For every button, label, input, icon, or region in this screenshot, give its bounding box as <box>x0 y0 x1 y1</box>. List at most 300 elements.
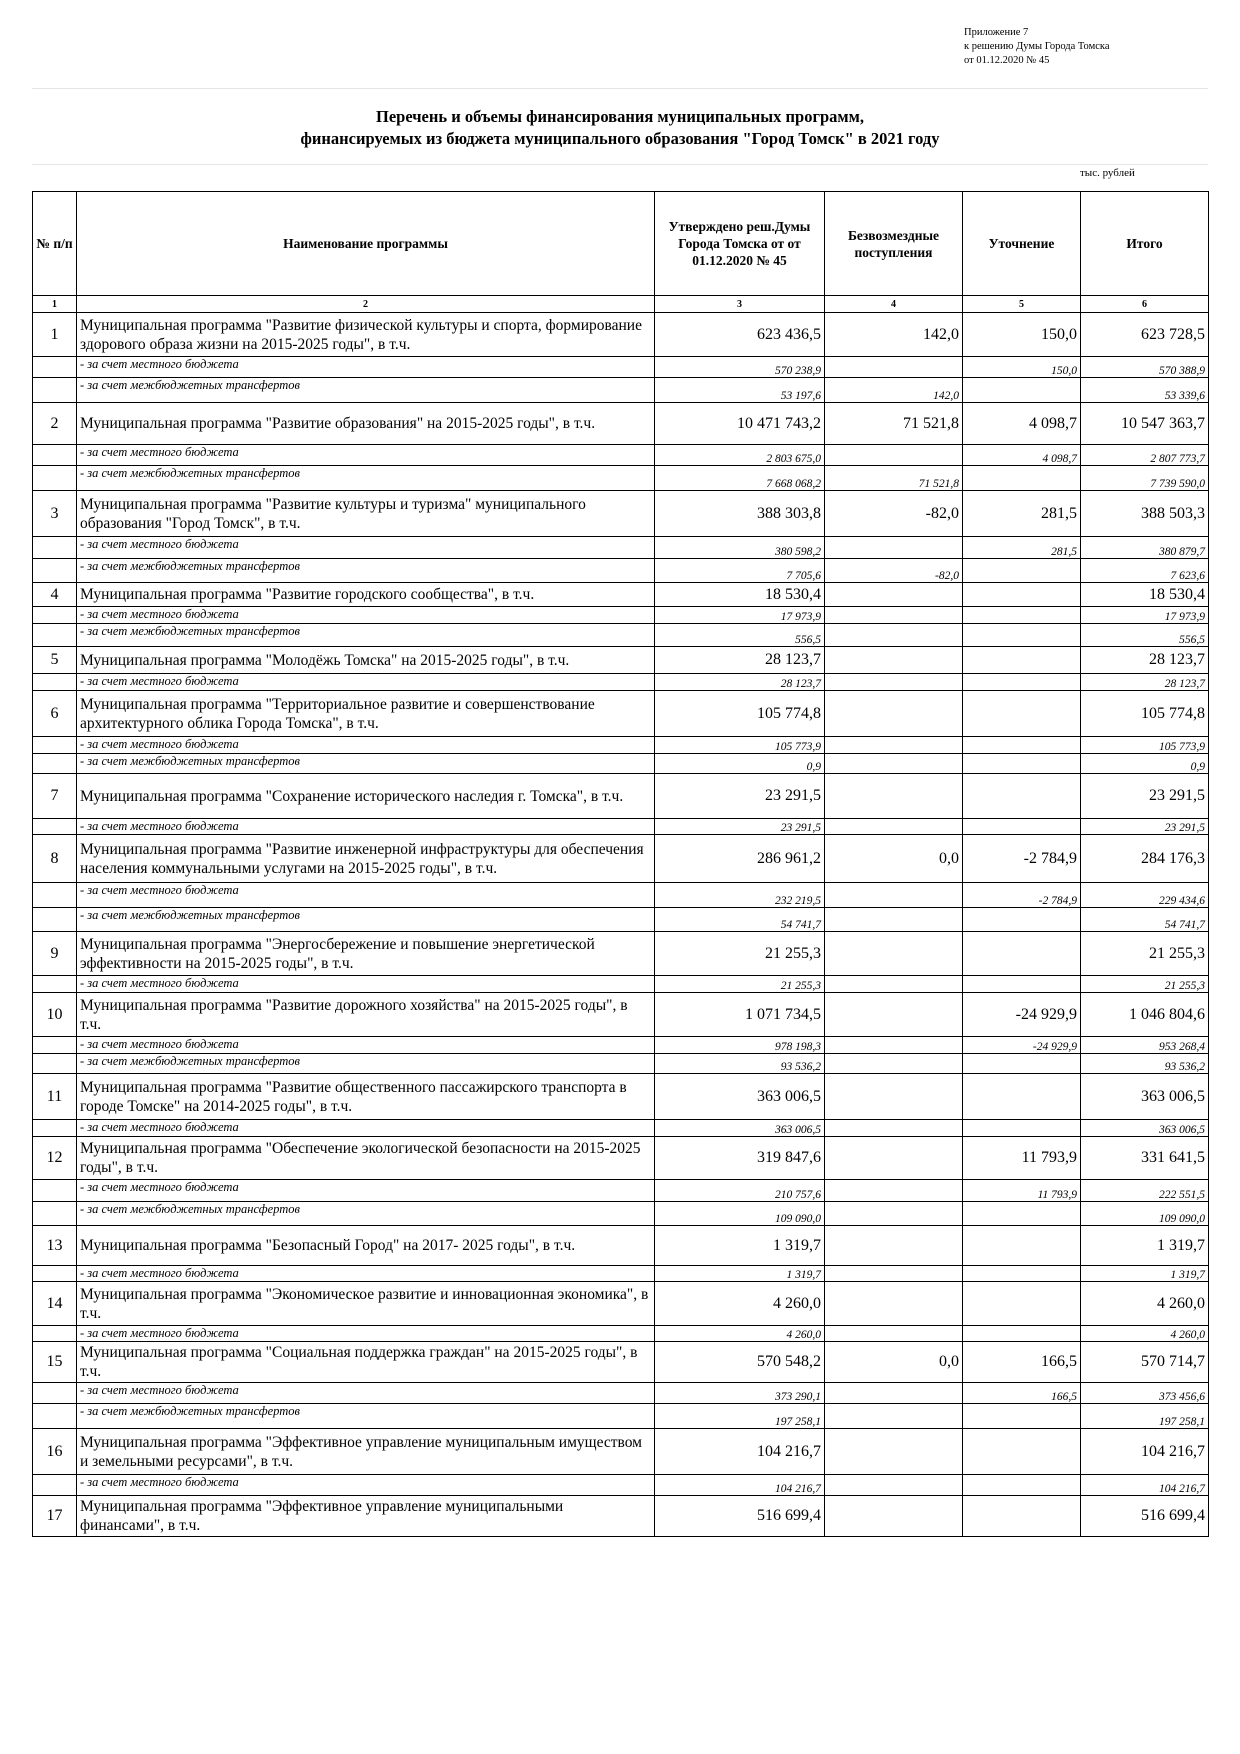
program-name: Муниципальная программа "Обеспечение экологической безопасности на 2015-2025 годы", в т.ч. <box>77 1137 655 1180</box>
program-grants-value <box>825 1282 963 1326</box>
funding-total-value: 104 216,7 <box>1081 1475 1209 1496</box>
funding-total-value: 222 551,5 <box>1081 1180 1209 1202</box>
empty-cell <box>33 1202 77 1226</box>
funding-total-value: 373 456,6 <box>1081 1383 1209 1404</box>
empty-cell <box>33 883 77 908</box>
program-row <box>33 313 1209 357</box>
program-refinement-value: -24 929,9 <box>963 993 1081 1037</box>
funding-approved-value: 4 260,0 <box>655 1326 825 1342</box>
program-number: 6 <box>33 691 77 737</box>
funding-grants-value <box>825 976 963 993</box>
program-number: 3 <box>33 491 77 537</box>
program-grants-value <box>825 932 963 976</box>
funding-source-name: - за счет местного бюджета <box>77 1120 655 1137</box>
program-total-value: 570 714,7 <box>1081 1342 1209 1383</box>
program-refinement-value <box>963 1496 1081 1537</box>
program-total-value: 1 046 804,6 <box>1081 993 1209 1037</box>
empty-cell <box>33 1326 77 1342</box>
funding-total-value: 953 268,4 <box>1081 1037 1209 1054</box>
funding-grants-value <box>825 537 963 559</box>
funding-grants-value <box>825 819 963 835</box>
empty-cell <box>33 1120 77 1137</box>
table-body <box>33 313 1209 1537</box>
funding-grants-value <box>825 1120 963 1137</box>
funding-refinement-value <box>963 1475 1081 1496</box>
funding-total-value: 4 260,0 <box>1081 1326 1209 1342</box>
funding-grants-value <box>825 1326 963 1342</box>
funding-total-value: 380 879,7 <box>1081 537 1209 559</box>
program-refinement-value <box>963 691 1081 737</box>
program-total-value: 104 216,7 <box>1081 1429 1209 1475</box>
funding-approved-value: 104 216,7 <box>655 1475 825 1496</box>
funding-source-name: - за счет межбюджетных трансфертов <box>77 754 655 774</box>
program-refinement-value <box>963 1429 1081 1475</box>
funding-refinement-value <box>963 559 1081 583</box>
funding-refinement-value: 150,0 <box>963 357 1081 378</box>
funding-approved-value: 7 705,6 <box>655 559 825 583</box>
program-total-value: 18 530,4 <box>1081 583 1209 607</box>
funding-approved-value: 232 219,5 <box>655 883 825 908</box>
funding-source-row <box>33 819 1209 835</box>
column-number: 1 <box>33 296 77 313</box>
funding-total-value: 2 807 773,7 <box>1081 445 1209 466</box>
funding-source-name: - за счет местного бюджета <box>77 674 655 691</box>
title-line: Перечень и объемы финансирования муниципальных программ, <box>375 107 865 126</box>
funding-source-row <box>33 1037 1209 1054</box>
funding-total-value: 1 319,7 <box>1081 1266 1209 1282</box>
empty-cell <box>33 445 77 466</box>
program-grants-value: 0,0 <box>825 1342 963 1383</box>
funding-source-name: - за счет местного бюджета <box>77 883 655 908</box>
funding-source-row <box>33 559 1209 583</box>
program-name: Муниципальная программа "Социальная поддержка граждан" на 2015-2025 годы", в т.ч. <box>77 1342 655 1383</box>
column-number: 2 <box>77 296 655 313</box>
program-number: 7 <box>33 774 77 819</box>
funding-source-row <box>33 1404 1209 1429</box>
funding-grants-value <box>825 1404 963 1429</box>
program-grants-value <box>825 774 963 819</box>
funding-source-name: - за счет местного бюджета <box>77 1383 655 1404</box>
program-refinement-value: 11 793,9 <box>963 1137 1081 1180</box>
program-row <box>33 1496 1209 1537</box>
funding-refinement-value <box>963 1202 1081 1226</box>
financing-table <box>32 191 1209 1537</box>
funding-source-row <box>33 737 1209 754</box>
funding-grants-value <box>825 754 963 774</box>
funding-total-value: 105 773,9 <box>1081 737 1209 754</box>
funding-source-row <box>33 445 1209 466</box>
program-refinement-value <box>963 774 1081 819</box>
funding-approved-value: 28 123,7 <box>655 674 825 691</box>
program-row <box>33 1342 1209 1383</box>
program-row <box>33 774 1209 819</box>
funding-total-value: 229 434,6 <box>1081 883 1209 908</box>
funding-approved-value: 197 258,1 <box>655 1404 825 1429</box>
program-name: Муниципальная программа "Молодёжь Томска" на 2015-2025 годы", в т.ч. <box>77 647 655 674</box>
funding-grants-value <box>825 908 963 932</box>
program-approved-value: 105 774,8 <box>655 691 825 737</box>
program-grants-value <box>825 1137 963 1180</box>
program-approved-value: 4 260,0 <box>655 1282 825 1326</box>
funding-source-row <box>33 1266 1209 1282</box>
program-approved-value: 21 255,3 <box>655 932 825 976</box>
funding-source-row <box>33 537 1209 559</box>
program-row <box>33 403 1209 445</box>
funding-source-row <box>33 1202 1209 1226</box>
program-grants-value <box>825 1074 963 1120</box>
funding-refinement-value: 281,5 <box>963 537 1081 559</box>
empty-cell <box>33 754 77 774</box>
header-name: Наименование программы <box>77 192 655 296</box>
funding-source-row <box>33 674 1209 691</box>
funding-grants-value <box>825 674 963 691</box>
funding-refinement-value: 4 098,7 <box>963 445 1081 466</box>
funding-refinement-value <box>963 1054 1081 1074</box>
program-refinement-value <box>963 1282 1081 1326</box>
program-refinement-value <box>963 647 1081 674</box>
column-number: 5 <box>963 296 1081 313</box>
funding-approved-value: 0,9 <box>655 754 825 774</box>
funding-source-name: - за счет местного бюджета <box>77 1326 655 1342</box>
funding-refinement-value: -2 784,9 <box>963 883 1081 908</box>
header-refinement: Уточнение <box>963 192 1081 296</box>
funding-approved-value: 380 598,2 <box>655 537 825 559</box>
funding-source-row <box>33 357 1209 378</box>
empty-cell <box>33 1404 77 1429</box>
empty-cell <box>33 378 77 403</box>
funding-total-value: 23 291,5 <box>1081 819 1209 835</box>
funding-source-name: - за счет межбюджетных трансфертов <box>77 1202 655 1226</box>
funding-grants-value <box>825 445 963 466</box>
funding-approved-value: 2 803 675,0 <box>655 445 825 466</box>
program-refinement-value <box>963 1074 1081 1120</box>
program-name: Муниципальная программа "Развитие дорожного хозяйства" на 2015-2025 годы", в т.ч. <box>77 993 655 1037</box>
funding-source-name: - за счет местного бюджета <box>77 1037 655 1054</box>
funding-grants-value <box>825 883 963 908</box>
program-grants-value <box>825 993 963 1037</box>
funding-approved-value: 93 536,2 <box>655 1054 825 1074</box>
funding-grants-value <box>825 1180 963 1202</box>
program-approved-value: 28 123,7 <box>655 647 825 674</box>
program-row <box>33 1429 1209 1475</box>
funding-source-row <box>33 378 1209 403</box>
program-total-value: 28 123,7 <box>1081 647 1209 674</box>
column-number: 6 <box>1081 296 1209 313</box>
funding-grants-value <box>825 1037 963 1054</box>
program-approved-value: 10 471 743,2 <box>655 403 825 445</box>
funding-refinement-value <box>963 1266 1081 1282</box>
program-name: Муниципальная программа "Развитие общественного пассажирского транспорта в городе Томске" на 2014-2025 годы", в т.ч. <box>77 1074 655 1120</box>
program-approved-value: 23 291,5 <box>655 774 825 819</box>
funding-total-value: 363 006,5 <box>1081 1120 1209 1137</box>
header-num: № п/п <box>33 192 77 296</box>
program-approved-value: 104 216,7 <box>655 1429 825 1475</box>
funding-total-value: 0,9 <box>1081 754 1209 774</box>
funding-source-name: - за счет местного бюджета <box>77 976 655 993</box>
funding-source-row <box>33 1326 1209 1342</box>
program-name: Муниципальная программа "Безопасный Город" на 2017- 2025 годы", в т.ч. <box>77 1226 655 1266</box>
program-grants-value <box>825 691 963 737</box>
funding-source-name: - за счет местного бюджета <box>77 445 655 466</box>
program-grants-value: -82,0 <box>825 491 963 537</box>
funding-source-name: - за счет местного бюджета <box>77 819 655 835</box>
funding-refinement-value <box>963 908 1081 932</box>
program-approved-value: 18 530,4 <box>655 583 825 607</box>
program-grants-value <box>825 647 963 674</box>
funding-refinement-value <box>963 1404 1081 1429</box>
funding-source-name: - за счет межбюджетных трансфертов <box>77 908 655 932</box>
program-name: Муниципальная программа "Территориальное развитие и совершенствование архитектурного облика Города Томска", в т.ч. <box>77 691 655 737</box>
funding-approved-value: 17 973,9 <box>655 607 825 624</box>
empty-cell <box>33 357 77 378</box>
program-total-value: 388 503,3 <box>1081 491 1209 537</box>
funding-refinement-value <box>963 754 1081 774</box>
funding-source-name: - за счет местного бюджета <box>77 1475 655 1496</box>
program-number: 16 <box>33 1429 77 1475</box>
program-grants-value <box>825 1496 963 1537</box>
funding-source-name: - за счет межбюджетных трансфертов <box>77 1404 655 1429</box>
funding-refinement-value <box>963 1120 1081 1137</box>
empty-cell <box>33 1383 77 1404</box>
funding-grants-value <box>825 624 963 647</box>
program-number: 9 <box>33 932 77 976</box>
funding-source-row <box>33 1054 1209 1074</box>
funding-source-row <box>33 883 1209 908</box>
program-approved-value: 1 319,7 <box>655 1226 825 1266</box>
program-row <box>33 1074 1209 1120</box>
header-grants: Безвозмездные поступления <box>825 192 963 296</box>
funding-source-name: - за счет местного бюджета <box>77 737 655 754</box>
empty-cell <box>33 674 77 691</box>
annex-note <box>964 26 1224 68</box>
funding-source-name: - за счет местного бюджета <box>77 1180 655 1202</box>
funding-grants-value: 142,0 <box>825 378 963 403</box>
funding-source-row <box>33 976 1209 993</box>
funding-grants-value <box>825 1475 963 1496</box>
header-approved: Утверждено реш.Думы Города Томска от от 01.12.2020 № 45 <box>655 192 825 296</box>
funding-approved-value: 210 757,6 <box>655 1180 825 1202</box>
program-row <box>33 835 1209 883</box>
program-approved-value: 570 548,2 <box>655 1342 825 1383</box>
funding-grants-value <box>825 1054 963 1074</box>
program-name: Муниципальная программа "Развитие инженерной инфраструктуры для обеспечения населения коммунальными услугами на 2015-2025 годы", в т.ч. <box>77 835 655 883</box>
funding-refinement-value <box>963 976 1081 993</box>
funding-source-row <box>33 1120 1209 1137</box>
program-row <box>33 583 1209 607</box>
empty-cell <box>33 976 77 993</box>
program-name: Муниципальная программа "Развитие образования" на 2015-2025 годы", в т.ч. <box>77 403 655 445</box>
program-row <box>33 1282 1209 1326</box>
funding-source-row <box>33 754 1209 774</box>
units-label: тыс. рублей <box>1080 167 1135 179</box>
program-grants-value <box>825 583 963 607</box>
empty-cell <box>33 466 77 491</box>
program-refinement-value <box>963 932 1081 976</box>
program-number: 10 <box>33 993 77 1037</box>
funding-grants-value <box>825 1383 963 1404</box>
funding-total-value: 109 090,0 <box>1081 1202 1209 1226</box>
funding-source-row <box>33 624 1209 647</box>
empty-cell <box>33 1054 77 1074</box>
program-number: 8 <box>33 835 77 883</box>
program-number: 14 <box>33 1282 77 1326</box>
funding-source-row <box>33 1475 1209 1496</box>
program-name: Муниципальная программа "Эффективное управление муниципальными финансами", в т.ч. <box>77 1496 655 1537</box>
program-total-value: 1 319,7 <box>1081 1226 1209 1266</box>
funding-source-name: - за счет межбюджетных трансфертов <box>77 1054 655 1074</box>
program-approved-value: 286 961,2 <box>655 835 825 883</box>
program-approved-value: 388 303,8 <box>655 491 825 537</box>
program-total-value: 516 699,4 <box>1081 1496 1209 1537</box>
funding-approved-value: 1 319,7 <box>655 1266 825 1282</box>
program-number: 5 <box>33 647 77 674</box>
funding-total-value: 53 339,6 <box>1081 378 1209 403</box>
funding-source-name: - за счет межбюджетных трансфертов <box>77 559 655 583</box>
funding-total-value: 17 973,9 <box>1081 607 1209 624</box>
empty-cell <box>33 559 77 583</box>
program-grants-value: 0,0 <box>825 835 963 883</box>
program-total-value: 10 547 363,7 <box>1081 403 1209 445</box>
funding-refinement-value <box>963 378 1081 403</box>
program-name: Муниципальная программа "Развитие городского сообщества", в т.ч. <box>77 583 655 607</box>
title-line: финансируемых из бюджета муниципального образования "Город Томск" в 2021 году <box>300 129 940 148</box>
program-grants-value: 142,0 <box>825 313 963 357</box>
column-number: 3 <box>655 296 825 313</box>
program-number: 1 <box>33 313 77 357</box>
program-total-value: 331 641,5 <box>1081 1137 1209 1180</box>
funding-refinement-value <box>963 674 1081 691</box>
program-refinement-value: 281,5 <box>963 491 1081 537</box>
program-refinement-value: 166,5 <box>963 1342 1081 1383</box>
funding-grants-value <box>825 607 963 624</box>
program-grants-value: 71 521,8 <box>825 403 963 445</box>
program-grants-value <box>825 1429 963 1475</box>
funding-approved-value: 373 290,1 <box>655 1383 825 1404</box>
funding-approved-value: 978 198,3 <box>655 1037 825 1054</box>
program-approved-value: 623 436,5 <box>655 313 825 357</box>
funding-source-name: - за счет местного бюджета <box>77 1266 655 1282</box>
header-total: Итого <box>1081 192 1209 296</box>
program-refinement-value <box>963 1226 1081 1266</box>
divider <box>32 88 1208 89</box>
empty-cell <box>33 908 77 932</box>
program-row <box>33 647 1209 674</box>
funding-approved-value: 7 668 068,2 <box>655 466 825 491</box>
program-total-value: 21 255,3 <box>1081 932 1209 976</box>
program-row <box>33 491 1209 537</box>
funding-grants-value: -82,0 <box>825 559 963 583</box>
funding-approved-value: 109 090,0 <box>655 1202 825 1226</box>
funding-approved-value: 53 197,6 <box>655 378 825 403</box>
funding-refinement-value <box>963 819 1081 835</box>
program-total-value: 363 006,5 <box>1081 1074 1209 1120</box>
funding-approved-value: 556,5 <box>655 624 825 647</box>
program-number: 2 <box>33 403 77 445</box>
annex-line: от 01.12.2020 № 45 <box>964 55 1050 66</box>
annex-line: Приложение 7 <box>964 27 1029 38</box>
funding-approved-value: 570 238,9 <box>655 357 825 378</box>
funding-total-value: 54 741,7 <box>1081 908 1209 932</box>
funding-refinement-value: 166,5 <box>963 1383 1081 1404</box>
program-approved-value: 1 071 734,5 <box>655 993 825 1037</box>
funding-source-row <box>33 607 1209 624</box>
funding-source-name: - за счет межбюджетных трансфертов <box>77 466 655 491</box>
program-refinement-value: 4 098,7 <box>963 403 1081 445</box>
funding-refinement-value <box>963 466 1081 491</box>
funding-total-value: 28 123,7 <box>1081 674 1209 691</box>
empty-cell <box>33 1180 77 1202</box>
funding-total-value: 556,5 <box>1081 624 1209 647</box>
funding-total-value: 197 258,1 <box>1081 1404 1209 1429</box>
funding-source-name: - за счет местного бюджета <box>77 607 655 624</box>
program-name: Муниципальная программа "Экономическое развитие и инновационная экономика", в т.ч. <box>77 1282 655 1326</box>
funding-total-value: 7 739 590,0 <box>1081 466 1209 491</box>
funding-approved-value: 21 255,3 <box>655 976 825 993</box>
funding-source-name: - за счет межбюджетных трансфертов <box>77 378 655 403</box>
program-grants-value <box>825 1226 963 1266</box>
program-refinement-value <box>963 583 1081 607</box>
empty-cell <box>33 1037 77 1054</box>
program-number: 17 <box>33 1496 77 1537</box>
program-number: 15 <box>33 1342 77 1383</box>
funding-source-row <box>33 1180 1209 1202</box>
program-total-value: 105 774,8 <box>1081 691 1209 737</box>
program-row <box>33 1137 1209 1180</box>
funding-total-value: 21 255,3 <box>1081 976 1209 993</box>
program-approved-value: 363 006,5 <box>655 1074 825 1120</box>
funding-approved-value: 23 291,5 <box>655 819 825 835</box>
empty-cell <box>33 819 77 835</box>
program-refinement-value: -2 784,9 <box>963 835 1081 883</box>
empty-cell <box>33 1266 77 1282</box>
column-number-row <box>33 296 1209 313</box>
program-approved-value: 516 699,4 <box>655 1496 825 1537</box>
funding-grants-value <box>825 1266 963 1282</box>
empty-cell <box>33 624 77 647</box>
program-total-value: 284 176,3 <box>1081 835 1209 883</box>
program-name: Муниципальная программа "Сохранение исторического наследия г. Томска", в т.ч. <box>77 774 655 819</box>
funding-grants-value: 71 521,8 <box>825 466 963 491</box>
funding-approved-value: 105 773,9 <box>655 737 825 754</box>
funding-total-value: 7 623,6 <box>1081 559 1209 583</box>
funding-refinement-value: 11 793,9 <box>963 1180 1081 1202</box>
program-refinement-value: 150,0 <box>963 313 1081 357</box>
funding-refinement-value <box>963 607 1081 624</box>
funding-grants-value <box>825 737 963 754</box>
column-number: 4 <box>825 296 963 313</box>
funding-approved-value: 363 006,5 <box>655 1120 825 1137</box>
funding-refinement-value: -24 929,9 <box>963 1037 1081 1054</box>
program-number: 11 <box>33 1074 77 1120</box>
document-title <box>40 106 1200 150</box>
funding-grants-value <box>825 1202 963 1226</box>
funding-refinement-value <box>963 737 1081 754</box>
program-total-value: 23 291,5 <box>1081 774 1209 819</box>
program-name: Муниципальная программа "Развитие культуры и туризма" муниципального образования "Город Томск", в т.ч. <box>77 491 655 537</box>
funding-source-row <box>33 908 1209 932</box>
empty-cell <box>33 1475 77 1496</box>
program-row <box>33 993 1209 1037</box>
program-total-value: 623 728,5 <box>1081 313 1209 357</box>
program-name: Муниципальная программа "Энергосбережение и повышение энергетической эффективности на 2015-2025 годы", в т.ч. <box>77 932 655 976</box>
empty-cell <box>33 737 77 754</box>
funding-refinement-value <box>963 624 1081 647</box>
funding-source-name: - за счет местного бюджета <box>77 537 655 559</box>
funding-grants-value <box>825 357 963 378</box>
funding-source-row <box>33 1383 1209 1404</box>
program-name: Муниципальная программа "Развитие физической культуры и спорта, формирование здорового образа жизни на 2015-2025 годы", в т.ч. <box>77 313 655 357</box>
funding-total-value: 570 388,9 <box>1081 357 1209 378</box>
